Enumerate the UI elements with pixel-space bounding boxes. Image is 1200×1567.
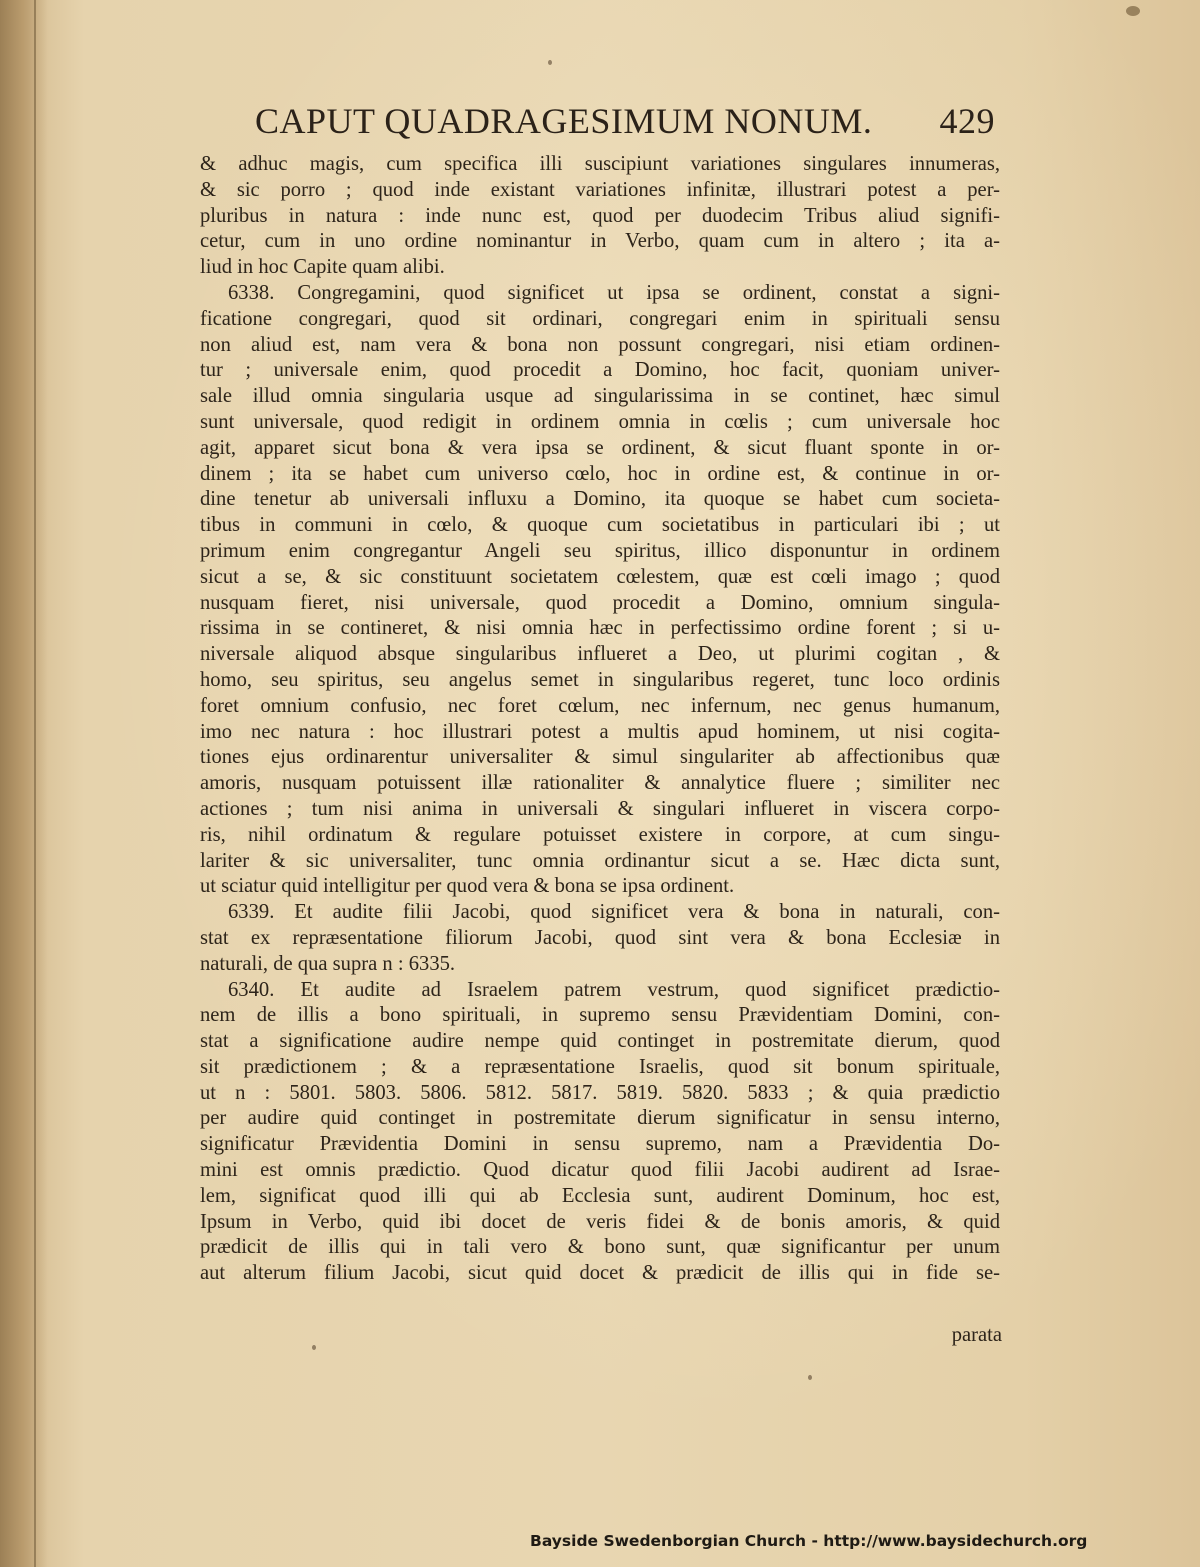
text-line: ut n : 5801. 5803. 5806. 5812. 5817. 5819. 5820. 5833 ; & quia prædictio — [200, 1081, 1000, 1104]
text-line: sit prædictionem ; & a repræsentatione Israelis, quod sit bonum spirituale, — [200, 1055, 1000, 1078]
text-line: amoris, nusquam potuissent illæ rationaliter & annalytice fluere ; similiter nec — [200, 772, 1000, 795]
text-line: significatur Prævidentia Domini in sensu supremo, nam a Prævidentia Do- — [200, 1133, 1000, 1156]
text-line: niversale aliquod absque singularibus influeret a Deo, ut plurimi cogitan , & — [200, 643, 1000, 666]
text-line: foret omnium confusio, nec foret cœlum, nec infernum, nec genus humanum, — [200, 694, 1000, 717]
text-line: mini est omnis prædictio. Quod dicatur quod filii Jacobi audirent ad Israe- — [200, 1159, 1000, 1182]
text-line: naturali, de qua supra n : 6335. — [200, 952, 456, 975]
text-line: non aliud est, nam vera & bona non possunt congregari, nisi etiam ordinen- — [200, 333, 1000, 356]
text-line: sale illud omnia singularia usque ad singularissima in se continet, hæc simul — [200, 385, 1000, 408]
text-line: homo, seu spiritus, seu angelus semet in singularibus regeret, tunc loco ordinis — [200, 668, 1000, 691]
text-line: tur ; universale enim, quod procedit a Domino, hoc facit, quoniam univer- — [200, 359, 1000, 382]
text-line: prædicit de illis qui in tali vero & bono sunt, quæ significantur per unum — [200, 1236, 1000, 1259]
watermark-credit: Bayside Swedenborgian Church - http://www.baysidechurch.org — [530, 1532, 1088, 1550]
corner-stain — [1126, 6, 1140, 16]
text-line: dinem ; ita se habet cum universo cœlo, hoc in ordine est, & continue in or- — [200, 462, 1000, 485]
text-line: ris, nihil ordinatum & regulare potuisset existere in corpore, at cum singu- — [200, 823, 1000, 846]
catchword: parata — [951, 1324, 1002, 1346]
paragraph-6338-start: 6338. Congregamini, quod significet ut ipsa se ordinent, constat a signi- — [228, 281, 1000, 304]
text-line: stat a significatione audire nempe quid continget in postremitate dierum, quod — [200, 1030, 1000, 1053]
body-text — [200, 152, 1000, 1287]
ink-speck — [548, 60, 552, 65]
text-line: aut alterum filium Jacobi, sicut quid docet & prædicit de illis qui in fide se- — [200, 1262, 1000, 1285]
text-line: ut sciatur quid intelligitur per quod vera & bona se ipsa ordinent. — [200, 875, 735, 898]
text-line: actiones ; tum nisi anima in universali & singulari influeret in viscera corpo- — [200, 797, 1000, 820]
text-line: nem de illis a bono spirituali, in supremo sensu Prævidentiam Domini, con- — [200, 1004, 1000, 1027]
chapter-title: CAPUT QUADRAGESIMUM NONUM. — [255, 101, 873, 141]
paragraph-6340-start: 6340. Et audite ad Israelem patrem vestrum, quod significet prædictio- — [228, 978, 1000, 1001]
text-line: liud in hoc Capite quam alibi. — [200, 256, 445, 279]
binding-edge — [34, 0, 36, 1567]
text-line: agit, apparet sicut bona & vera ipsa se ordinent, & sicut fluant sponte in or- — [200, 436, 1000, 459]
text-line: cetur, cum in uno ordine nominantur in Verbo, quam cum in altero ; ita a- — [200, 230, 1000, 253]
text-line: pluribus in natura : inde nunc est, quod per duodecim Tribus aliud signifi- — [200, 204, 1000, 227]
running-header — [255, 100, 995, 142]
book-gutter-shadow — [0, 0, 48, 1567]
paragraph-6339-start: 6339. Et audite filii Jacobi, quod significet vera & bona in naturali, con- — [228, 901, 1000, 924]
text-line: per audire quid continget in postremitate dierum significatur in sensu interno, — [200, 1107, 1000, 1130]
text-line: tiones ejus ordinarentur universaliter & simul singulariter ab affectionibus quæ — [200, 746, 1000, 769]
text-line: ficatione congregari, quod sit ordinari, congregari enim in spirituali sensu — [200, 307, 1000, 330]
text-line: imo nec natura : hoc illustrari potest a multis apud hominem, ut nisi cogita- — [200, 720, 1000, 743]
text-line: sicut a se, & sic constituunt societatem cœlestem, quæ est cœli imago ; quod — [200, 565, 1000, 588]
ink-speck — [808, 1375, 812, 1380]
ink-speck — [312, 1345, 316, 1350]
text-line: sunt universale, quod redigit in ordinem omnia in cœlis ; cum universale hoc — [200, 410, 1000, 433]
text-line: nusquam fieret, nisi universale, quod procedit a Domino, omnium singula- — [200, 591, 1000, 614]
text-line: dine tenetur ab universali influxu a Domino, ita quoque se habet cum societa- — [200, 488, 1000, 511]
text-line: stat ex repræsentatione filiorum Jacobi, quod sint vera & bona Ecclesiæ in — [200, 926, 1000, 949]
page-number: 429 — [939, 101, 995, 141]
text-line: primum enim congregantur Angeli seu spiritus, illico disponuntur in ordinem — [200, 539, 1000, 562]
text-line: rissima in se contineret, & nisi omnia hæc in perfectissimo ordine forent ; si u- — [200, 617, 1000, 640]
text-line: & adhuc magis, cum specifica illi suscipiunt variationes singulares innumeras, — [200, 153, 1000, 175]
text-line: & sic porro ; quod inde existant variationes infinitæ, illustrari potest a per- — [200, 178, 1000, 201]
text-line: Ipsum in Verbo, quid ibi docet de veris fidei & de bonis amoris, & quid — [200, 1210, 1000, 1233]
text-line: tibus in communi in cœlo, & quoque cum societatibus in particulari ibi ; ut — [200, 514, 1000, 537]
text-line: lem, significat quod illi qui ab Ecclesia sunt, audirent Dominum, hoc est, — [200, 1184, 1000, 1207]
text-line: lariter & sic universaliter, tunc omnia ordinantur sicut a se. Hæc dicta sunt, — [200, 849, 1000, 872]
